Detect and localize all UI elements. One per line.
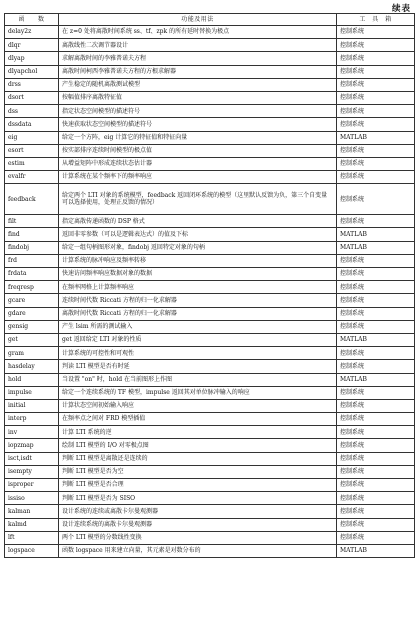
description-cell: 计算 LTI 系统的逆 (59, 426, 337, 439)
function-table (4, 13, 415, 558)
description-cell: 绘制 LTI 模型的 I/O 对零极点图 (59, 439, 337, 452)
description-cell: 在 z=0 处将离散时间系统 ss、tf、zpk 的所有延时替换为极点 (59, 26, 337, 39)
table-row (5, 281, 415, 294)
toolbox-cell: 控制系统 (337, 505, 415, 518)
function-name-cell: findobj (5, 241, 59, 254)
function-name-cell: find (5, 228, 59, 241)
description-cell: 判断 LTI 模型是否为空 (59, 465, 337, 478)
table-row (5, 439, 415, 452)
header-description: 功能及用法 (59, 14, 337, 26)
function-name-cell: dsort (5, 91, 59, 104)
description-cell: 当设置 "on" 时，hold 在当前图形上作图 (59, 373, 337, 386)
description-cell: 计算系统的可控性和可观性 (59, 347, 337, 360)
toolbox-cell: 控制系统 (337, 171, 415, 184)
description-cell: 产生稳定的随机离散测试模型 (59, 78, 337, 91)
description-cell: 函数 logspace 用来建立向量，其元素是对数分布的 (59, 544, 337, 557)
toolbox-cell: MATLAB (337, 373, 415, 386)
description-cell: 给定一个连续系统的 TF 模型，impulse 返回其对单位脉冲输入的响应 (59, 386, 337, 399)
toolbox-cell: 控制系统 (337, 439, 415, 452)
toolbox-cell: 控制系统 (337, 105, 415, 118)
table-row (5, 144, 415, 157)
toolbox-cell: 控制系统 (337, 294, 415, 307)
toolbox-cell: 控制系统 (337, 492, 415, 505)
description-cell: 计算系统在某个频率下的频率响应 (59, 171, 337, 184)
toolbox-cell: MATLAB (337, 241, 415, 254)
toolbox-cell: 控制系统 (337, 347, 415, 360)
table-row (5, 399, 415, 412)
table-row (5, 254, 415, 267)
table-row (5, 294, 415, 307)
table-row (5, 157, 415, 170)
table-row (5, 465, 415, 478)
toolbox-cell: 控制系统 (337, 157, 415, 170)
toolbox-cell: 控制系统 (337, 144, 415, 157)
description-cell: 指定离散传递函数的 DSP 格式 (59, 215, 337, 228)
function-name-cell: feedback (5, 184, 59, 215)
function-name-cell: delay2z (5, 26, 59, 39)
description-cell: 离散线性二次调节器设计 (59, 39, 337, 52)
toolbox-cell: 控制系统 (337, 320, 415, 333)
toolbox-cell: 控制系统 (337, 399, 415, 412)
toolbox-cell: 控制系统 (337, 360, 415, 373)
function-name-cell: iopzmap (5, 439, 59, 452)
function-name-cell: inv (5, 426, 59, 439)
function-name-cell: dlyapchol (5, 65, 59, 78)
description-cell: 求解离散时间的李雅普诺夫方程 (59, 52, 337, 65)
table-row (5, 78, 415, 91)
function-name-cell: evalfr (5, 171, 59, 184)
description-cell: 计算系统的脉冲响应及频率转移 (59, 254, 337, 267)
description-cell: 判断 LTI 模型是否为 SISO (59, 492, 337, 505)
function-name-cell: esort (5, 144, 59, 157)
table-row (5, 91, 415, 104)
function-name-cell: drss (5, 78, 59, 91)
description-cell: 离散时间代数 Riccati 方程的归一化求解器 (59, 307, 337, 320)
table-row (5, 215, 415, 228)
description-cell: 两个 LTI 模型的分数线性变换 (59, 531, 337, 544)
description-cell: 判读 LTI 模型是否有时延 (59, 360, 337, 373)
table-row (5, 241, 415, 254)
function-name-cell: issiso (5, 492, 59, 505)
function-name-cell: frdata (5, 268, 59, 281)
table-header-row (5, 14, 415, 26)
function-name-cell: isempty (5, 465, 59, 478)
table-row (5, 492, 415, 505)
description-cell: 给定一个方阵，eig 计算它的特征值和特征向量 (59, 131, 337, 144)
toolbox-cell: 控制系统 (337, 91, 415, 104)
description-cell: 按幅值排序离散特征值 (59, 91, 337, 104)
toolbox-cell: 控制系统 (337, 307, 415, 320)
function-name-cell: filt (5, 215, 59, 228)
toolbox-cell: 控制系统 (337, 426, 415, 439)
function-name-cell: hasdelay (5, 360, 59, 373)
function-name-cell: isct,isdt (5, 452, 59, 465)
description-cell: 按实部排序连续时间模型的极点值 (59, 144, 337, 157)
header-toolbox: 工 具 箱 (337, 14, 415, 26)
table-row (5, 65, 415, 78)
table-row (5, 171, 415, 184)
function-name-cell: logspace (5, 544, 59, 557)
description-cell: get 返回给定 LTI 对象的性质 (59, 333, 337, 346)
function-name-cell: freqresp (5, 281, 59, 294)
function-name-cell: interp (5, 413, 59, 426)
function-name-cell: dlqr (5, 39, 59, 52)
description-cell: 设计系统的连续或离散卡尔曼观测器 (59, 505, 337, 518)
function-name-cell: impulse (5, 386, 59, 399)
description-cell: 给定一组句柄图形对象，findobj 返回特定对象的句柄 (59, 241, 337, 254)
toolbox-cell: MATLAB (337, 131, 415, 144)
header-function: 函 数 (5, 14, 59, 26)
description-cell: 返回非零参数（可以是逻辑表达式）的值及下标 (59, 228, 337, 241)
function-name-cell: hold (5, 373, 59, 386)
toolbox-cell: 控制系统 (337, 465, 415, 478)
table-row (5, 505, 415, 518)
description-cell: 计算状态空间初始输入响应 (59, 399, 337, 412)
toolbox-cell: 控制系统 (337, 531, 415, 544)
table-row (5, 360, 415, 373)
toolbox-cell: 控制系统 (337, 39, 415, 52)
function-name-cell: kalman (5, 505, 59, 518)
toolbox-cell: 控制系统 (337, 184, 415, 215)
description-cell: 给定两个 LTI 对象的系统模型，feedback 返回闭环系统的模型（这里默认反馈为负，第三个自变量可以选择使用，处理正反馈的情况） (59, 184, 337, 215)
function-name-cell: lft (5, 531, 59, 544)
toolbox-cell: 控制系统 (337, 281, 415, 294)
description-cell: 连续时间代数 Riccati 方程的归一化求解器 (59, 294, 337, 307)
table-row (5, 413, 415, 426)
table-row (5, 268, 415, 281)
table-row (5, 386, 415, 399)
table-row (5, 347, 415, 360)
table-row (5, 479, 415, 492)
toolbox-cell: 控制系统 (337, 518, 415, 531)
table-row (5, 518, 415, 531)
table-row (5, 26, 415, 39)
function-name-cell: estim (5, 157, 59, 170)
description-cell: 离散时间柯西李雅普诺夫方程的方根求解器 (59, 65, 337, 78)
description-cell: 设计连续系统的离散卡尔曼观测器 (59, 518, 337, 531)
function-name-cell: get (5, 333, 59, 346)
toolbox-cell: 控制系统 (337, 479, 415, 492)
table-row (5, 426, 415, 439)
function-name-cell: eig (5, 131, 59, 144)
function-name-cell: gensig (5, 320, 59, 333)
description-cell: 判断 LTI 模型是离散还是连续的 (59, 452, 337, 465)
function-name-cell: initial (5, 399, 59, 412)
table-row (5, 39, 415, 52)
function-name-cell: gram (5, 347, 59, 360)
table-row (5, 544, 415, 557)
toolbox-cell: 控制系统 (337, 268, 415, 281)
table-row (5, 105, 415, 118)
function-name-cell: gcare (5, 294, 59, 307)
function-name-cell: dssdata (5, 118, 59, 131)
function-name-cell: frd (5, 254, 59, 267)
toolbox-cell: 控制系统 (337, 52, 415, 65)
table-row (5, 452, 415, 465)
toolbox-cell: 控制系统 (337, 65, 415, 78)
description-cell: 在频率网格上计算频率响应 (59, 281, 337, 294)
table-row (5, 52, 415, 65)
table-body (5, 26, 415, 558)
toolbox-cell: MATLAB (337, 544, 415, 557)
toolbox-cell: 控制系统 (337, 254, 415, 267)
toolbox-cell: 控制系统 (337, 452, 415, 465)
description-cell: 快速访问频率响应数据对象的数据 (59, 268, 337, 281)
function-name-cell: gdare (5, 307, 59, 320)
table-row (5, 320, 415, 333)
function-name-cell: isproper (5, 479, 59, 492)
toolbox-cell: MATLAB (337, 228, 415, 241)
toolbox-cell: 控制系统 (337, 26, 415, 39)
description-cell: 指定状态空间模型的描述符号 (59, 105, 337, 118)
continued-label: 续表 (391, 4, 411, 14)
toolbox-cell: 控制系统 (337, 78, 415, 91)
description-cell: 快速获取状态空间模型的描述符号 (59, 118, 337, 131)
function-name-cell: kalmd (5, 518, 59, 531)
toolbox-cell: 控制系统 (337, 215, 415, 228)
description-cell: 判断 LTI 模型是否合理 (59, 479, 337, 492)
function-name-cell: dlyap (5, 52, 59, 65)
description-cell: 从增益矩阵中形成连续状态估计器 (59, 157, 337, 170)
table-row (5, 131, 415, 144)
description-cell: 在频率点之间对 FRD 模型插值 (59, 413, 337, 426)
table-row (5, 333, 415, 346)
toolbox-cell: 控制系统 (337, 386, 415, 399)
function-name-cell: dss (5, 105, 59, 118)
table-row (5, 531, 415, 544)
toolbox-cell: 控制系统 (337, 118, 415, 131)
table-row (5, 228, 415, 241)
description-cell: 产生 lsim 所需的测试输入 (59, 320, 337, 333)
table-row (5, 118, 415, 131)
table-row (5, 307, 415, 320)
table-row (5, 184, 415, 215)
toolbox-cell: MATLAB (337, 333, 415, 346)
toolbox-cell: 控制系统 (337, 413, 415, 426)
table-row (5, 373, 415, 386)
